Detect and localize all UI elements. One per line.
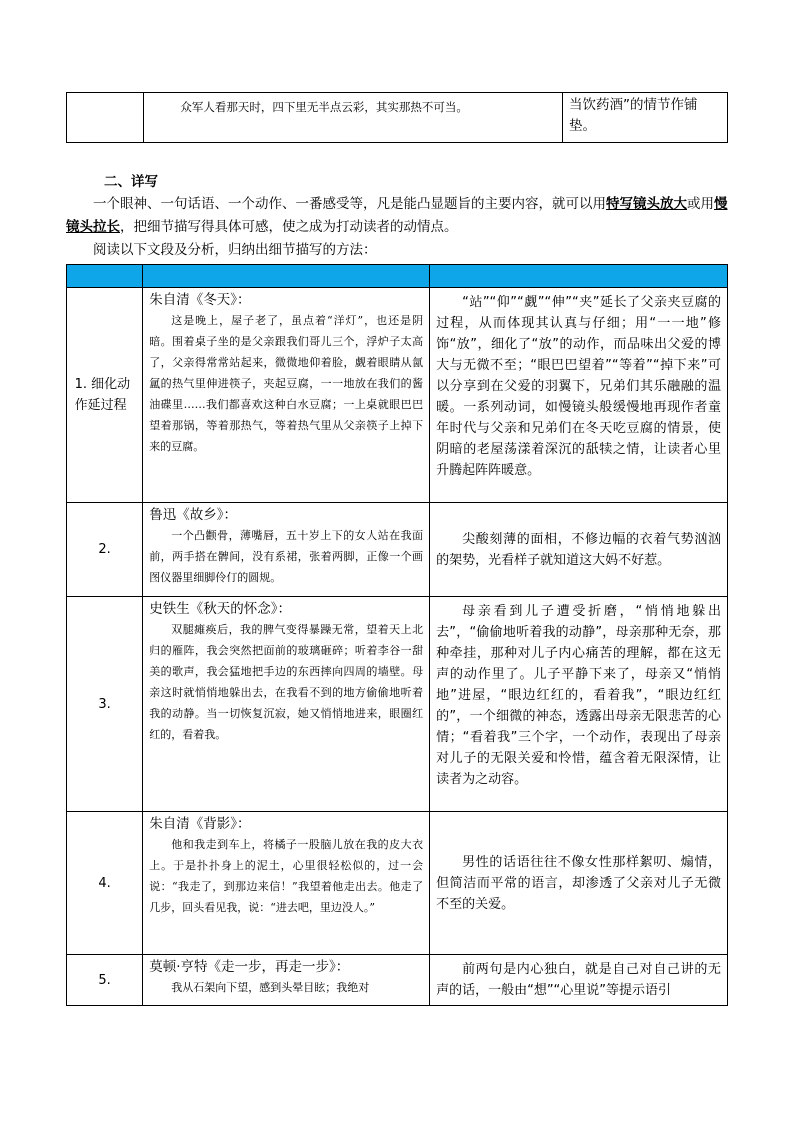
table-row bbox=[67, 93, 728, 143]
intro-keyword-closeup: 特写镜头放大 bbox=[606, 196, 687, 212]
table-row bbox=[67, 597, 728, 812]
previous-table-tail bbox=[66, 92, 728, 143]
table-row bbox=[67, 288, 728, 503]
analysis-cell bbox=[430, 955, 728, 1006]
table-cell-empty bbox=[67, 93, 144, 143]
source-title: 朱自清《冬天》： bbox=[149, 292, 251, 308]
analysis-text: “站”“仰”“觑”“伸”“夹”延长了父亲夹豆腐的过程，从而体现其认真与仔细；用“一一地”修饰“放”，细化了“放”的动作，而品味出父爱的博大与无微不至；“眼巴巴望着”“等着”“掉下来”可以分享到在父爱的羽翼下，兄弟们其乐融融的温暖。一系列动词，如慢镜头般缓慢地再现作者童年时代与父亲和兄弟们在冬天吃豆腐的情景，使阴暗的老屋荡漾着深沉的舐犊之情，让读者心里升腾起阵阵暖意。 bbox=[436, 295, 721, 478]
method-label: 5. bbox=[98, 972, 111, 988]
analysis-cell bbox=[430, 812, 728, 955]
section-heading: 二、详写 bbox=[104, 174, 158, 190]
table-cell-quote bbox=[144, 93, 563, 143]
analysis-text: 尖酸刻薄的面相，不修边幅的衣着气势汹汹的架势，光看样子就知道这大妈不好惹。 bbox=[436, 531, 721, 568]
table-row bbox=[67, 955, 728, 1006]
source-title: 史铁生《秋天的怀念》： bbox=[149, 601, 291, 617]
detail-writing-table bbox=[66, 264, 728, 1006]
analysis-text: 母亲看到儿子遭受折磨，“悄悄地躲出去”，“偷偷地听着我的动静”，母亲那种无奈，那种牵挂，那种对儿子内心痛苦的理解，都在这无声的动作里了。儿子平静下来了，母亲又“悄悄地”进屋，“眼边红红的，看着我”，“眼边红红的”，一个细微的神态，透露出母亲无限悲苦的心情；“看着我”三个字，一个动作，表现出了母亲对儿子的无限关爱和怜惜，蕴含着无限深情，让读者为之动容。 bbox=[436, 604, 721, 787]
header-cell bbox=[430, 265, 728, 288]
analysis-text: 当饮药酒”的情节作铺垫。 bbox=[568, 97, 698, 134]
intro-text-2: 或用 bbox=[687, 196, 714, 212]
excerpt-cell bbox=[143, 955, 430, 1006]
method-cell bbox=[67, 955, 143, 1006]
header-cell bbox=[67, 265, 143, 288]
reading-instruction: 阅读以下文段及分析，归纳出细节描写的方法： bbox=[93, 242, 377, 258]
excerpt-cell bbox=[143, 503, 430, 597]
excerpt-text: 双腿瘫痪后，我的脾气变得暴躁无常，望着天上北归的雁阵，我会突然把面前的玻璃砸碎；听着李谷一甜美的歌声，我会猛地把手边的东西摔向四周的墙壁。母亲这时就悄悄地躲出去，在我看不到的地方偷偷地听着我的动静。当一切恢复沉寂，她又悄悄地进来，眼圈红红的，看着我。 bbox=[149, 623, 424, 741]
method-cell bbox=[67, 597, 143, 812]
analysis-cell bbox=[430, 288, 728, 503]
analysis-cell bbox=[430, 503, 728, 597]
excerpt-text: 这是晚上，屋子老了，虽点着“洋灯”，也还是阴暗。围着桌子坐的是父亲跟我们哥儿三个，浮炉子太高了，父亲得常常站起来，微微地仰着脸，觑着眼睛从氤氲的热气里伸进筷子，夹起豆腐，一一地放在我们的酱油碟里……我们都喜欢这种白水豆腐；一上桌就眼巴巴望着那锅，等着那热气，等着热气里从父亲筷子上掉下来的豆腐。 bbox=[149, 314, 424, 453]
source-title: 鲁迅《故乡》： bbox=[149, 507, 237, 523]
quote-text: 众军人看那天时，四下里无半点云彩，其实那热不可当。 bbox=[180, 100, 468, 114]
excerpt-text: 我从石架向下望，感到头晕目眩；我绝对 bbox=[171, 981, 370, 994]
method-cell bbox=[67, 812, 143, 955]
intro-text-1: 一个眼神、一句话语、一个动作、一番感受等，凡是能凸显题旨的主要内容，就可以用 bbox=[93, 196, 606, 212]
analysis-cell bbox=[430, 597, 728, 812]
table-row bbox=[67, 812, 728, 955]
excerpt-cell bbox=[143, 288, 430, 503]
excerpt-cell bbox=[143, 597, 430, 812]
table-cell-analysis bbox=[562, 93, 727, 143]
table-row bbox=[67, 503, 728, 597]
method-label: 4. bbox=[98, 875, 111, 891]
method-label: 2. bbox=[98, 542, 111, 557]
intro-text-3: ，把细节描写得具体可感，使之成为打动读者的动情点。 bbox=[120, 219, 458, 235]
excerpt-text: 一个凸颧骨，薄嘴唇，五十岁上下的女人站在我面前，两手搭在髀间，没有系裙，张着两脚，正像一个画图仪器里细脚伶仃的圆规。 bbox=[149, 529, 424, 584]
method-cell bbox=[67, 503, 143, 597]
method-cell bbox=[67, 288, 143, 503]
source-title: 莫顿·亨特《走一步，再走一步》： bbox=[149, 959, 350, 975]
method-label: 3. bbox=[98, 696, 111, 712]
source-title: 朱自清《背影》： bbox=[149, 816, 251, 832]
table-header-row bbox=[67, 265, 728, 288]
excerpt-text: 他和我走到车上，将橘子一股脑儿放在我的皮大衣上。于是扑扑身上的泥土，心里很轻松似的，过一会说：“我走了，到那边来信！”我望着他走出去。他走了几步，回头看见我，说：“进去吧，里边没人。” bbox=[149, 838, 424, 914]
analysis-text: 男性的话语往往不像女性那样絮叨、煽情，但简洁而平常的语言，却渗透了父亲对儿子无微不至的关爱。 bbox=[436, 854, 721, 912]
analysis-text: 前两句是内心独白，就是自己对自己讲的无声的话，一般由“想”“心里说”等提示语引 bbox=[436, 962, 721, 998]
header-cell bbox=[143, 265, 430, 288]
excerpt-cell bbox=[143, 812, 430, 955]
intro-keyword-slowmo: 慢镜头拉长 bbox=[66, 196, 728, 235]
intro-paragraph bbox=[66, 193, 728, 239]
method-label: 1. 细化动作延过程 bbox=[74, 377, 131, 413]
